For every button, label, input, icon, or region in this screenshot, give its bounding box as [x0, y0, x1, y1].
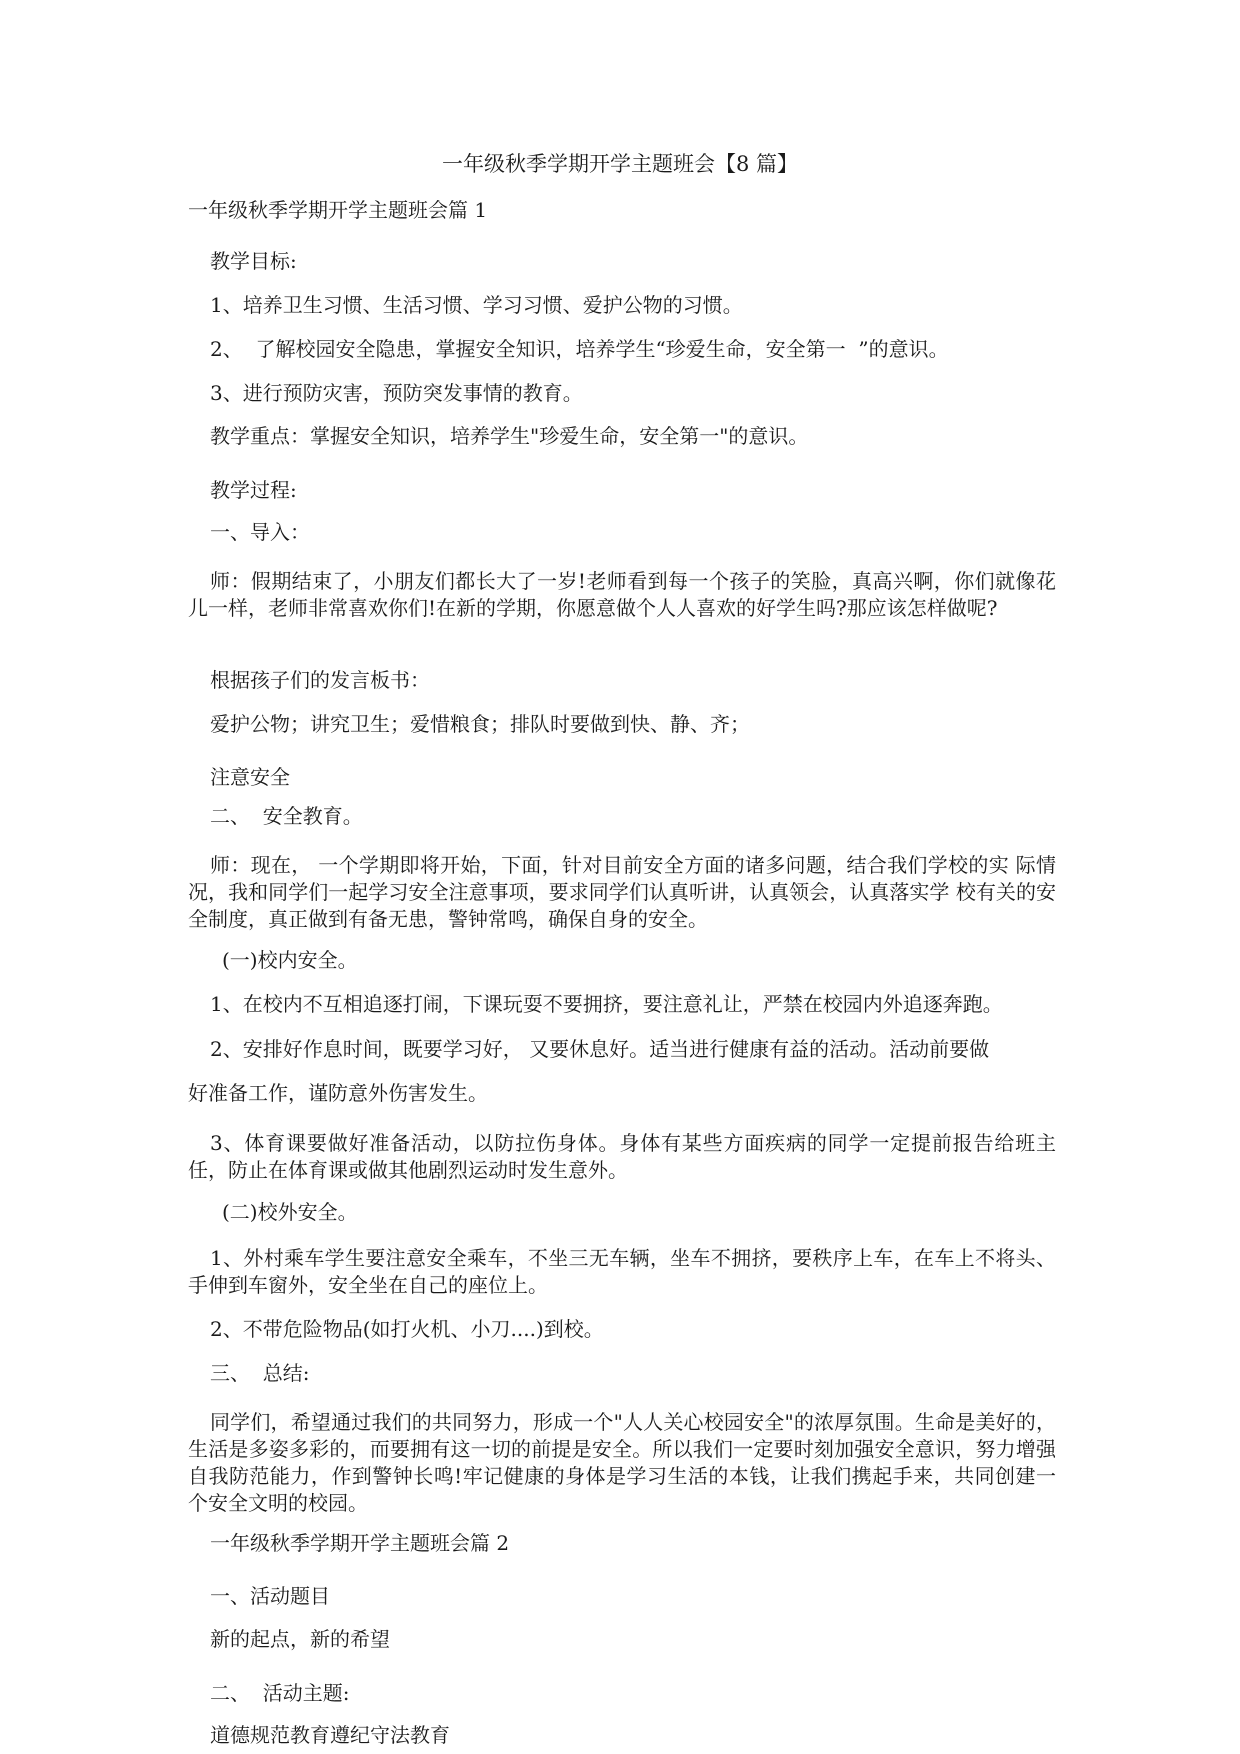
paragraph: 教学过程: [210, 478, 297, 502]
paragraph: 道德规范教育遵纪守法教育 [210, 1723, 450, 1747]
section-heading-2: 一年级秋季学期开学主题班会篇 2 [210, 1531, 510, 1555]
document-title: 一年级秋季学期开学主题班会【8 篇】 [441, 152, 799, 176]
section-heading-1: 一年级秋季学期开学主题班会篇 1 [188, 198, 488, 222]
paragraph: 注意安全 [210, 765, 290, 789]
paragraph: 好准备工作，谨防意外伤害发生。 [188, 1081, 488, 1105]
paragraph: 教学重点：掌握安全知识，培养学生"珍爱生命，安全第一"的意识。 [210, 424, 809, 448]
paragraph: (一)校内安全。 [222, 948, 358, 972]
paragraph: 1、培养卫生习惯、生活习惯、学习习惯、爱护公物的习惯。 [210, 293, 743, 317]
paragraph: 2、安排好作息时间，既要学习好， 又要休息好。适当进行健康有益的活动。活动前要做 [210, 1037, 990, 1061]
paragraph: 1、在校内不互相追逐打闹，下课玩耍不要拥挤，要注意礼让，严禁在校园内外追逐奔跑。 [210, 992, 1003, 1016]
paragraph: 爱护公物；讲究卫生；爱惜粮食；排队时要做到快、静、齐； [210, 712, 750, 736]
paragraph: 3、进行预防灾害，预防突发事情的教育。 [210, 381, 583, 405]
paragraph: 同学们，希望通过我们的共同努力，形成一个"人人关心校园安全"的浓厚氛围。生命是美好的，生活是多姿多彩的，而要拥有这一切的前提是安全。所以我们一定要时刻加强安全意识，努力增强自我防范能力，作到警钟长鸣!牢记健康的身体是学习生活的本钱，让我们携起手来，共同创建一个安全文明的校园。 [188, 1410, 1056, 1515]
paragraph: 二、 安全教育。 [210, 804, 363, 828]
paragraph: 一、导入： [210, 520, 310, 544]
paragraph: 2、 了解校园安全隐患，掌握安全知识，培养学生“珍爱生命，安全第一 ”的意识。 [210, 337, 949, 361]
paragraph: 三、 总结: [210, 1361, 310, 1385]
paragraph: 师：假期结束了，小朋友们都长大了一岁!老师看到每一个孩子的笑脸，真高兴啊，你们就像花儿一样，老师非常喜欢你们!在新的学期，你愿意做个人人喜欢的好学生吗?那应该怎样做呢? [188, 569, 1056, 620]
paragraph: 根据孩子们的发言板书： [210, 668, 430, 692]
paragraph: (二)校外安全。 [222, 1200, 358, 1224]
paragraph: 一、活动题目 [210, 1584, 330, 1608]
paragraph: 3、体育课要做好准备活动，以防拉伤身体。身体有某些方面疾病的同学一定提前报告给班主任，防止在体育课或做其他剧烈运动时发生意外。 [188, 1131, 1056, 1182]
paragraph: 2、不带危险物品(如打火机、小刀....)到校。 [210, 1317, 604, 1341]
paragraph: 二、 活动主题: [210, 1681, 350, 1705]
paragraph: 1、外村乘车学生要注意安全乘车，不坐三无车辆，坐车不拥挤，要秩序上车，在车上不将头、手伸到车窗外，安全坐在自己的座位上。 [188, 1246, 1056, 1297]
paragraph: 师：现在， 一个学期即将开始，下面，针对目前安全方面的诸多问题，结合我们学校的实 际情况，我和同学们一起学习安全注意事项，要求同学们认真听讲，认真领会，认真落实学 校有关的安全制度，真正做到有备无患，警钟常鸣，确保自身的安全。 [188, 853, 1056, 931]
paragraph: 新的起点，新的希望 [210, 1627, 390, 1651]
paragraph: 教学目标: [210, 249, 297, 273]
